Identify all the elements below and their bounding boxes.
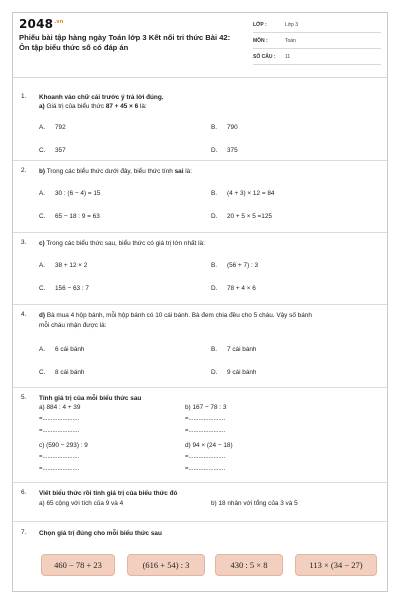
divider (13, 482, 387, 483)
divider (13, 232, 387, 233)
expression-box[interactable]: 430 : 5 × 8 (215, 554, 283, 576)
divider (13, 521, 387, 522)
expression-box[interactable]: 460 − 78 + 23 (41, 554, 115, 576)
answer-blank[interactable]: =...................... (185, 416, 226, 422)
expression-a: a) 884 : 4 + 39 (39, 404, 81, 411)
answer-blank[interactable]: =...................... (185, 428, 226, 434)
option-b[interactable]: B. 790 (211, 124, 238, 131)
question-7-instruction: Chọn giá trị đúng cho mỗi biểu thức sau (39, 530, 162, 537)
option-d[interactable]: D. 9 cái bánh (211, 369, 257, 376)
option-b[interactable]: B. (4 + 3) × 12 = 84 (211, 190, 275, 197)
option-a[interactable]: A. 6 cái bánh (39, 346, 85, 353)
meta-row-class: LỚP : Lớp 3 (253, 17, 381, 33)
answer-blank[interactable]: =...................... (39, 416, 80, 422)
question-2-prompt: b) Trong các biểu thức dưới đây, biểu thức tính sai là: (39, 168, 193, 175)
worksheet-title: Phiếu bài tập hàng ngày Toán lớp 3 Kết nối tri thức Bài 42: Ôn tập biểu thức số có đáp án (19, 33, 231, 52)
option-c[interactable]: C. 8 cái bánh (39, 369, 85, 376)
question-1-instruction: Khoanh vào chữ cái trước ý trả lời đúng. (39, 94, 164, 101)
option-b[interactable]: B. (56 + 7) : 3 (211, 262, 259, 269)
header-divider (13, 77, 387, 78)
worksheet: $2048^{.vn}$ Phiếu bài tập hàng ngày Toán lớp 3 Kết nối tri thức Bài 42: Ôn tập biểu thức số có đáp án LỚP : Lớp 3 MÔN : Toán SỐ CÂU : 11 1. Khoanh vào chữ cái trước ý trả lời đúng. a) Giá trị của biểu thức 87 + 45 × 6 là: A. 792 B. 790 C. 357 D. 375 2. b) Trong các biểu thức dưới đây, biểu thức tính sai là: A. 30 : (6 − 4) = 15 B. (4 + 3) × 12 = 84 C. 65 − 18 : 9 = 63 D. 20 + 5 × 5 =125 3. c) Trong các biểu thức sau, biểu thức có giá trị lớn nhất là: A. 38 + 12 × 2 B. (56 + 7) : 3 C. 156 − 63 : 7 D. 78 + 4 × 6 4. d) Bà mua 4 hộp bánh, mỗi hộp bánh có 10 cái bánh. Bà đem chia đều cho 5 cháu. Vậy số bánh mỗi cháu nhận được là: A. 6 cái bánh B. 7 cái bánh C. 8 cái bánh D. 9 cái bánh 5. Tính giá trị của mỗi biểu thức sau a) 884 : 4 + 39 b) 167 − 78 : 3 =...................... =...................... =...................... =...................... c) (590 − 293) : 9 d) 94 × (24 − 18) =...................... =...................... =...................... =...................... 6. Viết biểu thức rồi tính giá trị của biểu thức đó a) 65 cộng với tích của 9 và 4 b) 18 nhân với tổng của 3 và 5 7. Chọn giá trị đúng cho mỗi biểu thức sau 460 − 78 + 23 (616 + 54) : 3 430 : 5 × 8 113 × (34 − 27) (12, 12, 388, 592)
question-1-prompt: a) Giá trị của biểu thức 87 + 45 × 6 là: (39, 103, 147, 110)
answer-blank[interactable]: =...................... (39, 428, 80, 434)
expression-box[interactable]: (616 + 54) : 3 (127, 554, 205, 576)
divider (13, 160, 387, 161)
option-d[interactable]: D. 78 + 4 × 6 (211, 285, 256, 292)
expression-b: b) 167 − 78 : 3 (185, 404, 227, 411)
option-c[interactable]: C. 65 − 18 : 9 = 63 (39, 213, 100, 220)
question-6-instruction: Viết biểu thức rồi tính giá trị của biểu thức đó (39, 490, 178, 497)
meta-info (253, 17, 381, 65)
word-problem-a: a) 65 cộng với tích của 9 và 4 (39, 500, 124, 507)
option-a[interactable]: A. 792 (39, 124, 66, 131)
option-d[interactable]: D. 20 + 5 × 5 =125 (211, 213, 272, 220)
expression-box[interactable]: 113 × (34 − 27) (295, 554, 377, 576)
question-5-instruction: Tính giá trị của mỗi biểu thức sau (39, 395, 142, 402)
site-logo[interactable]: $2048^{.vn}$ (19, 17, 64, 31)
expression-d: d) 94 × (24 − 18) (185, 442, 233, 449)
option-d[interactable]: D. 375 (211, 147, 238, 154)
option-c[interactable]: C. 156 − 63 : 7 (39, 285, 89, 292)
question-3-prompt: c) Trong các biểu thức sau, biểu thức có giá trị lớn nhất là: (39, 240, 205, 247)
expression-c: c) (590 − 293) : 9 (39, 442, 88, 449)
meta-row-subject: MÔN : Toán (253, 33, 381, 49)
answer-blank[interactable]: =...................... (39, 454, 80, 460)
divider (13, 387, 387, 388)
option-a[interactable]: A. 38 + 12 × 2 (39, 262, 88, 269)
divider (13, 304, 387, 305)
option-a[interactable]: A. 30 : (6 − 4) = 15 (39, 190, 101, 197)
answer-blank[interactable]: =...................... (185, 454, 226, 460)
option-b[interactable]: B. 7 cái bánh (211, 346, 257, 353)
answer-blank[interactable]: =...................... (185, 466, 226, 472)
answer-blank[interactable]: =...................... (39, 466, 80, 472)
option-c[interactable]: C. 357 (39, 147, 66, 154)
worksheet-header (13, 13, 387, 75)
meta-row-count: SỐ CÂU : 11 (253, 49, 381, 65)
word-problem-b: b) 18 nhân với tổng của 3 và 5 (211, 500, 298, 507)
question-4-prompt: d) Bà mua 4 hộp bánh, mỗi hộp bánh có 10 cái bánh. Bà đem chia đều cho 5 cháu. Vậy số bánh mỗi cháu nhận được là: (39, 312, 312, 329)
